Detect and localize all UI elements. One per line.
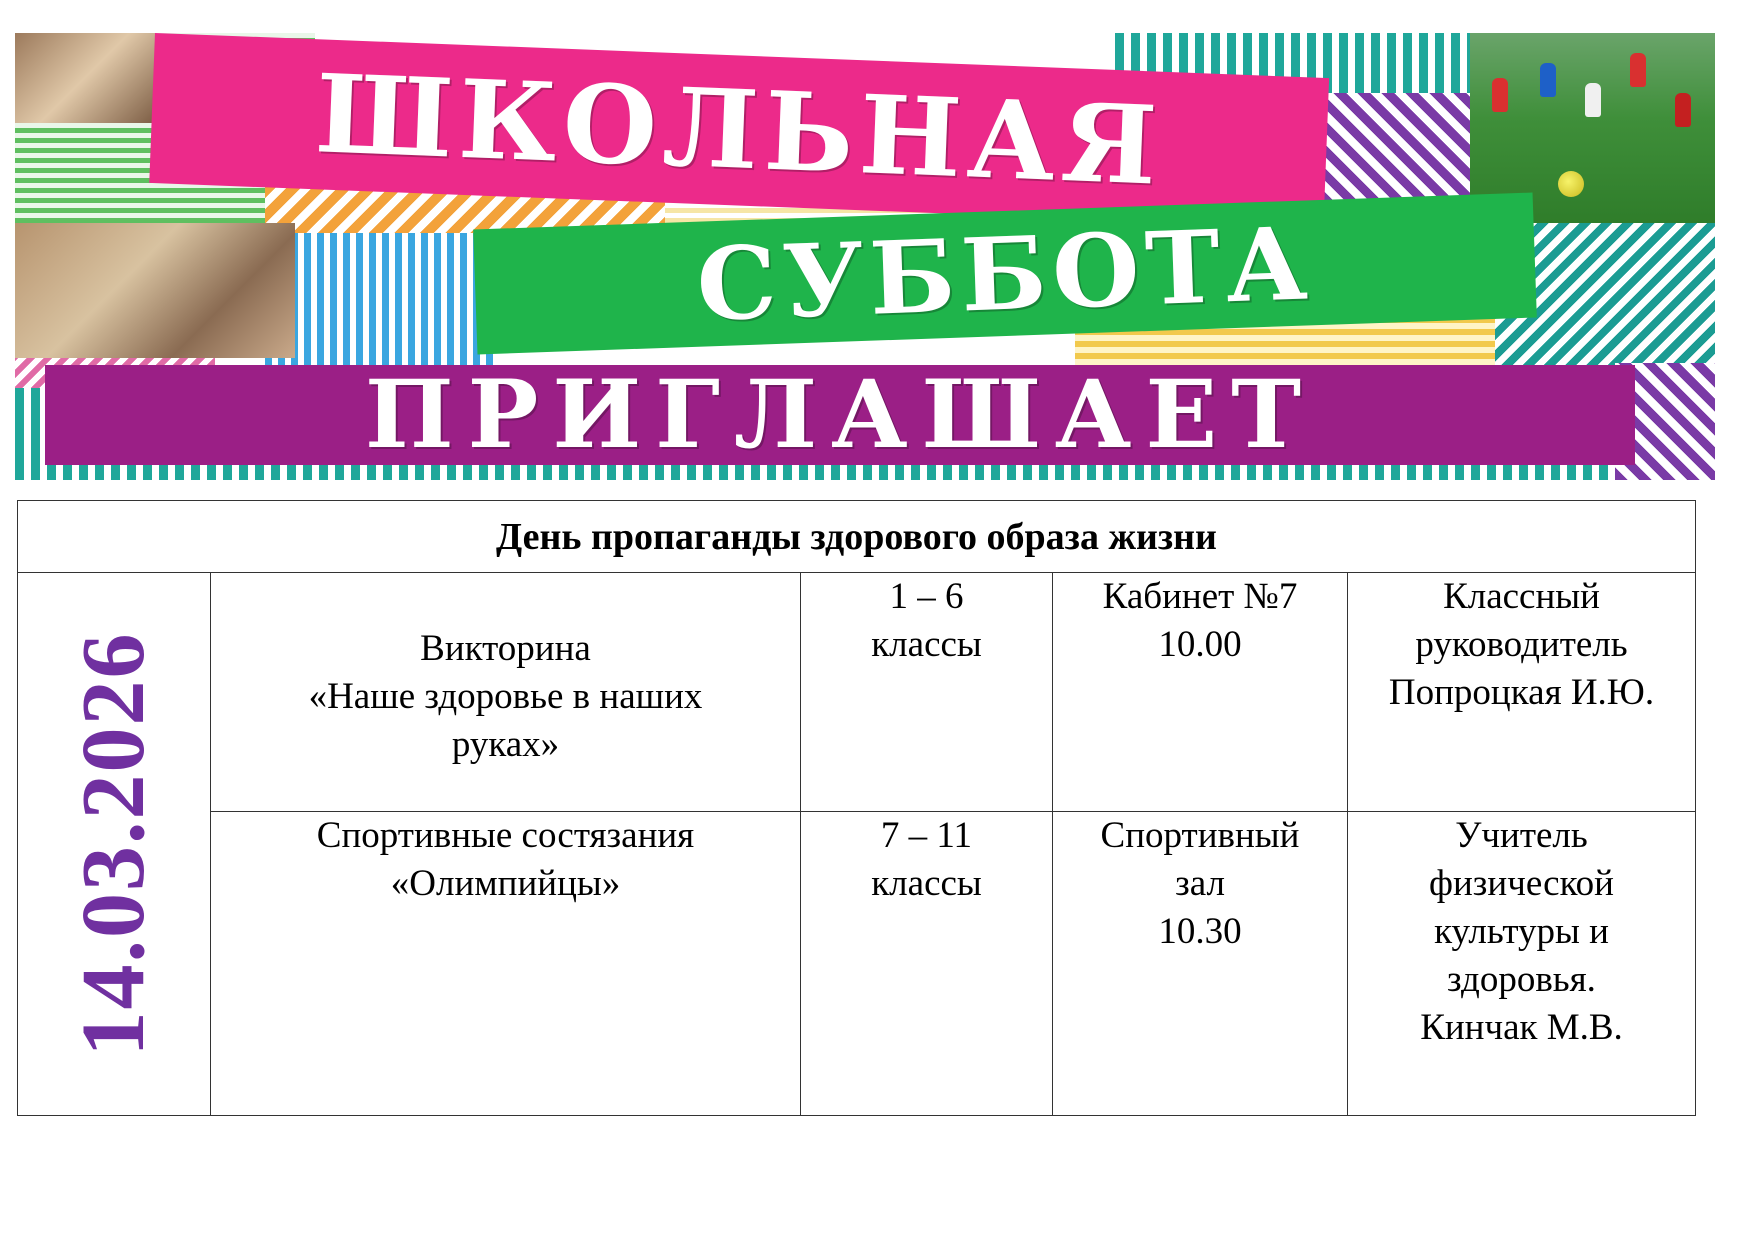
event-title-line: «Наше здоровье в наших xyxy=(308,676,703,717)
event-responsible-line: Учитель xyxy=(1455,815,1588,856)
event-responsible-cell xyxy=(1348,812,1696,1116)
event-time: 10.30 xyxy=(1158,911,1242,952)
table-row xyxy=(18,573,1696,812)
event-grades-cell xyxy=(801,812,1053,1116)
football-ball-icon xyxy=(1558,171,1584,197)
event-place-line: зал xyxy=(1175,863,1225,904)
schedule-table xyxy=(17,500,1696,1116)
event-date: 14.03.2026 xyxy=(64,631,163,1057)
kid-figure xyxy=(1585,83,1601,117)
event-responsible-line: Кинчак М.В. xyxy=(1420,1007,1623,1048)
event-grades-cell xyxy=(801,573,1053,812)
photo-classroom xyxy=(15,223,295,358)
event-responsible-line: здоровья. xyxy=(1447,959,1596,1000)
event-title xyxy=(217,573,794,769)
event-responsible-line: Классный xyxy=(1443,576,1600,617)
event-place-cell xyxy=(1053,812,1348,1116)
banner xyxy=(15,33,1715,480)
kid-figure xyxy=(1675,93,1691,127)
event-responsible-line: физической xyxy=(1429,863,1614,904)
kid-figure xyxy=(1630,53,1646,87)
banner-line-3: ПРИГЛАШАЕТ xyxy=(45,365,1635,465)
event-grades-line: 1 – 6 xyxy=(889,576,964,617)
event-responsible-cell xyxy=(1348,573,1696,812)
kid-figure xyxy=(1492,78,1508,112)
event-responsible-line: руководитель xyxy=(1415,624,1628,665)
event-grades-line: классы xyxy=(871,624,982,665)
event-place-cell xyxy=(1053,573,1348,812)
event-title-cell xyxy=(211,812,801,1116)
banner-line-1: ШКОЛЬНАЯ xyxy=(149,33,1329,228)
event-responsible-line: культуры и xyxy=(1434,911,1609,952)
kid-figure xyxy=(1540,63,1556,97)
event-responsible-line: Попроцкая И.Ю. xyxy=(1388,672,1655,713)
event-title-line: руках» xyxy=(451,724,560,765)
event-title-cell xyxy=(211,573,801,812)
event-place-line: Кабинет №7 xyxy=(1102,576,1298,617)
table-header-row xyxy=(18,501,1696,573)
table-row xyxy=(18,812,1696,1116)
event-grades-line: 7 – 11 xyxy=(880,815,973,856)
photo-children-top xyxy=(15,33,155,123)
event-place-line: Спортивный xyxy=(1100,815,1300,856)
date-cell xyxy=(18,573,211,1116)
event-grades-line: классы xyxy=(871,863,982,904)
event-title-line: «Олимпийцы» xyxy=(390,863,621,904)
event-title-line: Спортивные состязания xyxy=(316,815,695,856)
event-time: 10.00 xyxy=(1158,624,1242,665)
event-title-line: Викторина xyxy=(420,628,591,669)
banner-line-2: СУББОТА xyxy=(473,193,1537,355)
schedule-heading: День пропаганды здорового образа жизни xyxy=(18,501,1696,573)
